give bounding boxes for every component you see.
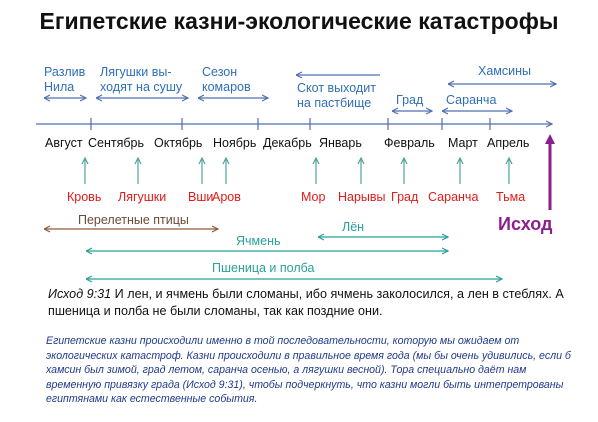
- season-cattle: [296, 75, 380, 110]
- season-hail: [392, 93, 432, 111]
- plague-label: Аров: [212, 190, 241, 204]
- season-label: Сезон: [202, 65, 238, 79]
- season-nile: [44, 65, 86, 98]
- plague-label: Мор: [301, 190, 326, 204]
- plague-label: Нарывы: [338, 190, 386, 204]
- season-label: Скот выходит: [297, 81, 376, 95]
- barley-label: Ячмень: [236, 234, 281, 248]
- season-locust: [442, 93, 512, 111]
- season-mosquitoes: [198, 65, 268, 98]
- explanatory-note: Египетские казни происходили именно в той последовательности, которую мы ожидаем от экологических катастроф. Казни происходили в правильное время года (мы бы очень удивились, если б хамсин был зимой, град летом, саранча осенью, а лягушки весной). Тора специально даёт нам временную привязку града (Исход 9:31), чтобы подчеркнуть, что казни могли быть интепретрованы египтянами как естественные события.: [46, 335, 571, 405]
- plague-label: Град: [391, 190, 419, 204]
- season-label: на пастбище: [297, 96, 372, 110]
- season-label: Нила: [44, 80, 75, 94]
- month-label: Апрель: [487, 136, 530, 150]
- month-label: Октябрь: [154, 136, 203, 150]
- month-label: Февраль: [384, 136, 435, 150]
- plague-label: Вши: [188, 190, 214, 204]
- season-label: Лягушки вы-: [100, 65, 172, 79]
- scripture-quote: [48, 286, 568, 320]
- month-label: Сентябрь: [88, 136, 144, 150]
- month-labels: [45, 136, 529, 150]
- plague-label: Лягушки: [118, 190, 167, 204]
- exodus-label: Исход: [498, 214, 553, 234]
- plague-label: Саранча: [428, 190, 479, 204]
- season-label: ходят на сушу: [100, 80, 183, 94]
- plague-label: Тьма: [496, 190, 526, 204]
- plague-labels: [67, 190, 525, 204]
- month-label: Март: [448, 136, 478, 150]
- month-label: Ноябрь: [213, 136, 257, 150]
- plague-arrows: [85, 158, 509, 184]
- month-label: Август: [45, 136, 83, 150]
- season-khamsin: [448, 64, 556, 84]
- wheat-label: Пшеница и полба: [212, 261, 315, 275]
- quote-text: И лен, и ячмень были сломаны, ибо ячмень заколосился, а лен в стеблях. А пшеница и полба не были сломаны, так как поздние они.: [48, 287, 564, 318]
- birds-label: Перелетные птицы: [78, 213, 189, 227]
- month-label: Декабрь: [263, 136, 312, 150]
- season-label: Град: [396, 93, 424, 107]
- season-label: Саранча: [446, 93, 497, 107]
- slide-title: Египетские казни-экологические катастрофы: [39, 8, 559, 34]
- season-label: Разлив: [44, 65, 86, 79]
- season-frogs: [96, 65, 188, 98]
- plague-label: Кровь: [67, 190, 102, 204]
- season-label: комаров: [202, 80, 251, 94]
- flax-label: Лён: [342, 220, 365, 234]
- quote-reference: Исход 9:31: [48, 287, 112, 301]
- month-label: Январь: [319, 136, 362, 150]
- season-label: Хамсины: [478, 64, 532, 78]
